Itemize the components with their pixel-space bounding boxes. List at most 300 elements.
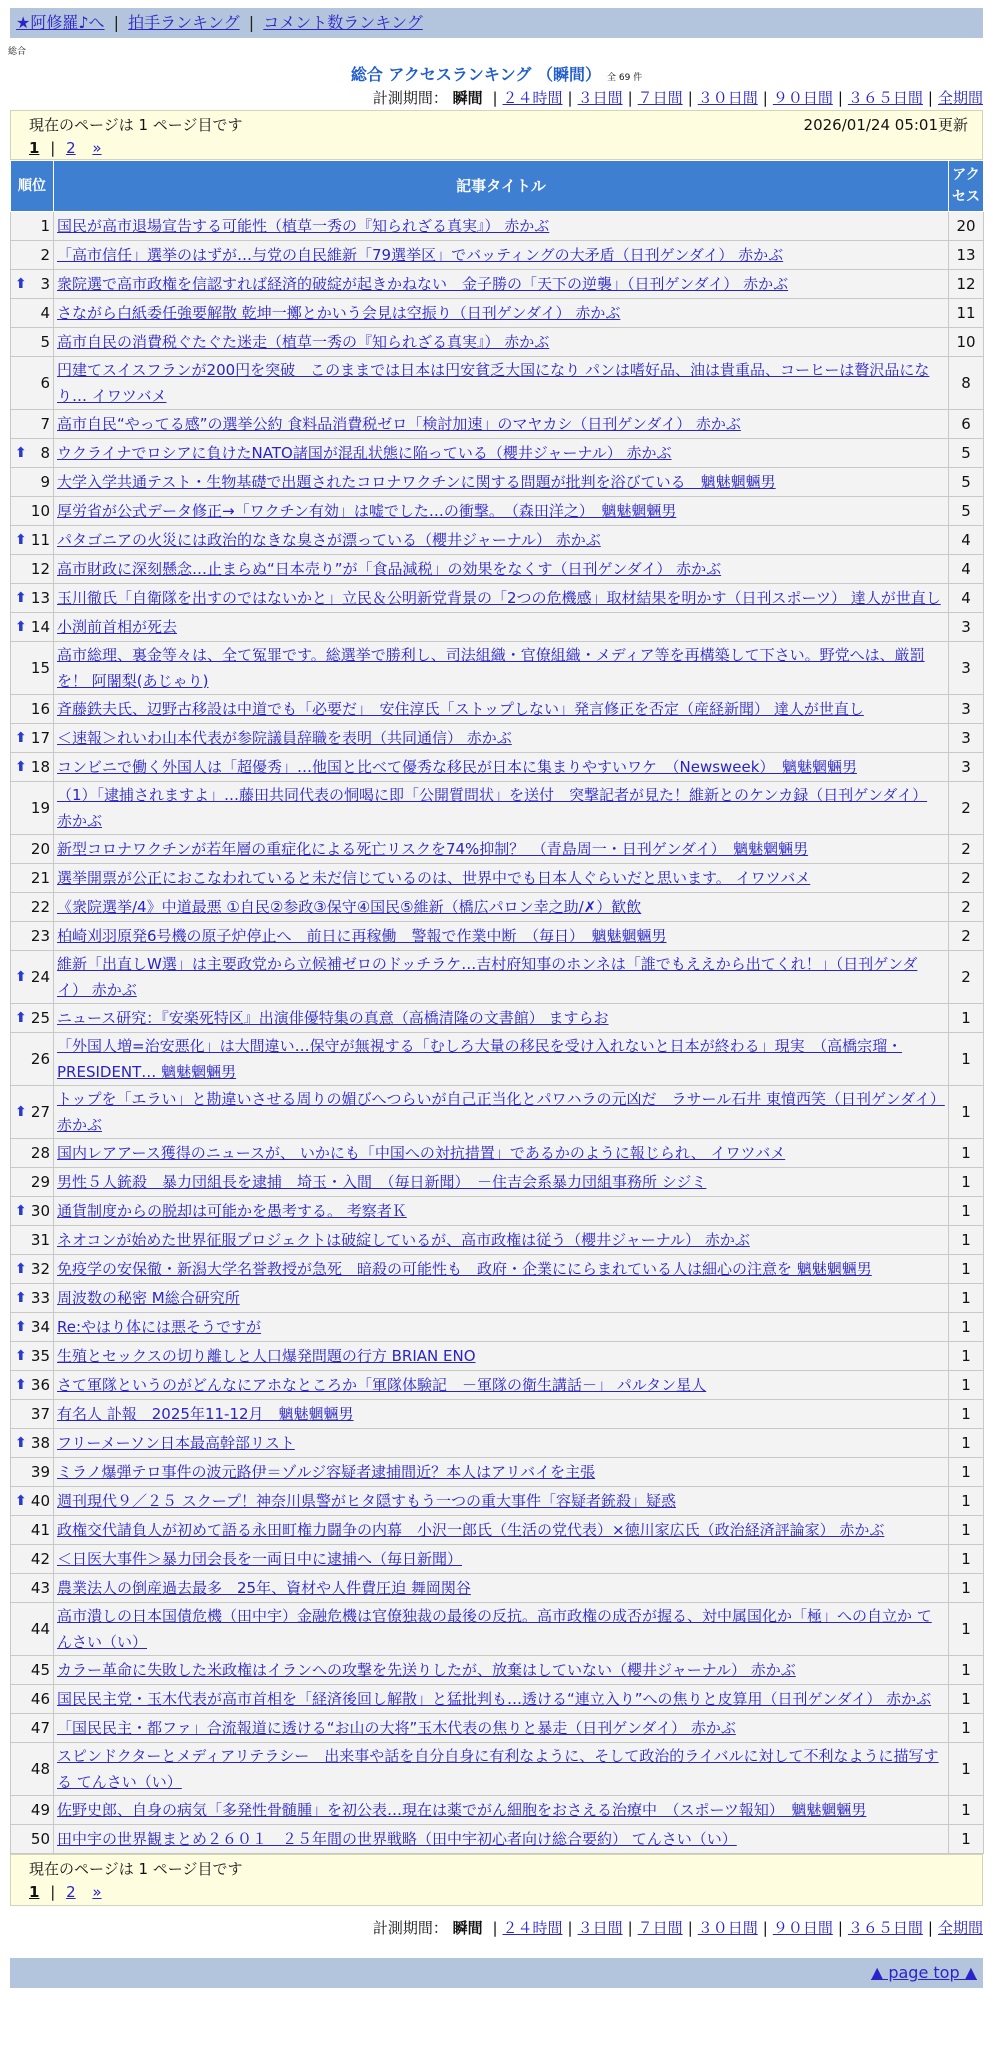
access-count: 4 (949, 526, 984, 555)
article-title-link[interactable]: 「外国人増=治安悪化」は大間違い…保守が無視する「むしろ大量の移民を受け入れないと日本が終わる」現実 （高橋宗瑠・PRESIDENT… 魑魅魍魎男 (57, 1037, 903, 1081)
title-cell (54, 1429, 949, 1458)
access-count: 1 (949, 1743, 984, 1796)
title-cell (54, 642, 949, 695)
period-selector-bottom (0, 1916, 983, 1940)
table-row (11, 270, 984, 299)
title-cell (54, 1168, 949, 1197)
period-separator: | (837, 1919, 843, 1937)
rank-number: 24 (30, 968, 50, 986)
article-title-link[interactable]: パタゴニアの火災には政治的なきな臭さが漂っている（櫻井ジャーナル） 赤かぶ (57, 531, 601, 549)
access-count: 13 (949, 241, 984, 270)
access-count: 6 (949, 410, 984, 439)
rank-number: 5 (40, 333, 50, 351)
article-title-link[interactable]: 斉藤鉄夫氏、辺野古移設は中道でも「必要だ」 安住淳氏「ストップしない」発言修正を否定（産経新聞） 達人が世直し (57, 700, 864, 718)
access-count: 1 (949, 1545, 984, 1574)
article-title-link[interactable]: ウクライナでロシアに負けたNATO諸国が混乱状態に陥っている（櫻井ジャーナル） 赤かぶ (57, 444, 672, 462)
footer-bar (10, 1958, 983, 1988)
rank-cell (11, 1342, 54, 1371)
rank-cell (11, 1255, 54, 1284)
rank-number: 34 (30, 1318, 50, 1336)
article-title-link[interactable]: ＜速報＞れいわ山本代表が参院議員辞職を表明（共同通信） 赤かぶ (57, 729, 512, 747)
rank-up-arrow-icon: ⬆ (15, 1104, 27, 1120)
access-count: 3 (949, 695, 984, 724)
access-count: 1 (949, 1004, 984, 1033)
rank-cell (11, 1086, 54, 1139)
article-title-link[interactable]: 国民が高市退場宣告する可能性（植草一秀の『知られざる真実』） 赤かぶ (57, 217, 550, 235)
article-title-link[interactable]: Re:やはり体には悪そうですが (57, 1318, 262, 1336)
pagination-separator: | (50, 1883, 56, 1901)
article-title-link[interactable]: 「高市信任」選挙のはずが…与党の自民維新「79選挙区」でバッティングの大矛盾（日刊ゲンダイ） 赤かぶ (57, 246, 784, 264)
period-link[interactable]: ２４時間 (502, 89, 563, 107)
access-count: 1 (949, 1429, 984, 1458)
table-row (11, 526, 984, 555)
access-count: 3 (949, 613, 984, 642)
rank-cell (11, 212, 54, 241)
rank-number: 22 (30, 898, 50, 916)
current-page-number: 1 (29, 139, 40, 157)
pagination (29, 136, 968, 160)
rank-number: 19 (30, 799, 50, 817)
table-header-row (11, 161, 984, 212)
comment-ranking-link[interactable]: コメント数ランキング (263, 13, 423, 32)
title-cell (54, 1313, 949, 1342)
title-cell (54, 357, 949, 410)
article-title-link[interactable]: コンビニで働く外国人は「超優秀」…他国と比べて優秀な移民が日本に集まりやすいワケ （Newsweek） 魑魅魍魎男 (57, 758, 857, 776)
rank-number: 40 (30, 1492, 50, 1510)
table-row (11, 1516, 984, 1545)
table-row (11, 951, 984, 1004)
access-header: アクセス (949, 161, 984, 212)
rank-number: 3 (40, 275, 50, 293)
period-separator: | (762, 89, 768, 107)
table-row (11, 1168, 984, 1197)
title-cell (54, 1371, 949, 1400)
article-title-link[interactable]: 選挙開票が公正におこなわれていると未だ信じているのは、世界中でも日本人ぐらいだと思います。 イワツバメ (57, 869, 811, 887)
access-count: 1 (949, 1086, 984, 1139)
rank-up-arrow-icon: ⬆ (15, 532, 27, 548)
access-count: 8 (949, 357, 984, 410)
table-row (11, 1545, 984, 1574)
table-row (11, 613, 984, 642)
rank-number: 18 (30, 758, 50, 776)
rank-number: 27 (30, 1103, 50, 1121)
access-count: 10 (949, 328, 984, 357)
article-title-link[interactable]: 有名人 訃報 2025年11-12月 魑魅魍魎男 (57, 1405, 354, 1423)
pagination-separator: | (50, 139, 56, 157)
title-cell (54, 951, 949, 1004)
table-row (11, 724, 984, 753)
rank-cell (11, 1004, 54, 1033)
access-count: 1 (949, 1313, 984, 1342)
access-count: 1 (949, 1487, 984, 1516)
article-title-link[interactable]: 玉川徹氏「自衛隊を出すのではないかと」立民＆公明新党背景の「2つの危機感」取材結果を明かす（日刊スポーツ） 達人が世直し (57, 589, 941, 607)
article-title-link[interactable]: フリーメーソン日本最高幹部リスト (57, 1434, 295, 1452)
article-title-link[interactable]: 高市自民の消費税ぐたぐた迷走（植草一秀の『知られざる真実』） 赤かぶ (57, 333, 550, 351)
table-row (11, 642, 984, 695)
rank-cell (11, 1487, 54, 1516)
nav-separator: | (248, 13, 255, 32)
period-link[interactable]: ３日間 (577, 1919, 623, 1937)
rank-up-arrow-icon: ⬆ (15, 969, 27, 985)
article-title-link[interactable]: ミラノ爆弾テロ事件の波元路伊＝ゾルジ容疑者逮捕間近？本人はアリバイを主張 (57, 1463, 596, 1481)
article-title-link[interactable]: 国内レアアース獲得のニュースが、 いかにも「中国への対抗措置」であるかのように報じられ、 イワツバメ (57, 1144, 786, 1162)
article-title-link[interactable]: 高市自民“やってる感”の選挙公約 食料品消費税ゼロ「検討加速」のマヤカシ（日刊ゲンダイ） 赤かぶ (57, 415, 741, 433)
period-separator: | (927, 89, 933, 107)
rank-up-arrow-icon: ⬆ (15, 730, 27, 746)
next-page-link[interactable]: » (92, 1883, 102, 1901)
rank-up-arrow-icon: ⬆ (15, 759, 27, 775)
period-link[interactable]: 全期間 (937, 89, 983, 107)
period-separator: | (687, 89, 693, 107)
table-row (11, 864, 984, 893)
table-row (11, 1487, 984, 1516)
access-count: 1 (949, 1458, 984, 1487)
rank-cell (11, 357, 54, 410)
article-title-link[interactable]: スピンドクターとメディアリテラシー 出来事や話を自分自身に有利なように、そして政治的ライバルに対して不利なように描写する てんさい（い） (57, 1747, 939, 1791)
rank-cell (11, 1545, 54, 1574)
article-title-link[interactable]: 「国民民主・都ファ」合流報道に透ける“お山の大将”玉木代表の焦りと暴走（日刊ゲンダイ） 赤かぶ (57, 1719, 736, 1737)
rank-up-arrow-icon: ⬆ (15, 1435, 27, 1451)
article-title-link[interactable]: カラー革命に失敗した米政権はイランへの攻撃を先送りしたが、放棄はしていない（櫻井ジャーナル） 赤かぶ (57, 1661, 796, 1679)
rank-up-arrow-icon: ⬆ (15, 1290, 27, 1306)
article-title-link[interactable]: 通貨制度からの脱却は可能かを愚考する。 考察者Ｋ (57, 1202, 407, 1220)
article-title-link[interactable]: （1）「逮捕されますよ」…藤田共同代表の恫喝に即「公開質問状」を送付 突撃記者が見た！維新とのケンカ録（日刊ゲンダイ） 赤かぶ (57, 786, 928, 830)
access-count: 1 (949, 1168, 984, 1197)
rank-number: 25 (30, 1009, 50, 1027)
access-count: 1 (949, 1714, 984, 1743)
table-row (11, 893, 984, 922)
period-link[interactable]: ９０日間 (772, 89, 833, 107)
rank-number: 9 (40, 473, 50, 491)
table-row (11, 1685, 984, 1714)
rank-cell (11, 613, 54, 642)
period-link[interactable]: ７日間 (637, 89, 683, 107)
period-separator: | (492, 89, 498, 107)
title-header: 記事タイトル (54, 161, 949, 212)
page-2-link[interactable]: 2 (66, 1883, 76, 1901)
table-row (11, 1825, 984, 1854)
rank-number: 45 (30, 1661, 50, 1679)
rank-cell (11, 1603, 54, 1656)
rank-number: 7 (40, 415, 50, 433)
rank-cell (11, 584, 54, 613)
rank-number: 36 (30, 1376, 50, 1394)
article-title-link[interactable]: 小渕前首相が死去 (57, 618, 178, 636)
page-info-bottom (10, 1854, 983, 1906)
table-row (11, 1400, 984, 1429)
period-selector (0, 86, 983, 110)
title-cell (54, 1226, 949, 1255)
article-title-link[interactable]: 高市財政に深刻懸念…止まらぬ“日本売り”が「食品減税」の効果をなくす（日刊ゲンダイ） 赤かぶ (57, 560, 722, 578)
rank-number: 33 (30, 1289, 50, 1307)
rank-up-arrow-icon: ⬆ (15, 1261, 27, 1277)
access-count: 3 (949, 753, 984, 782)
rank-cell (11, 922, 54, 951)
period-link[interactable]: ３６５日間 (847, 89, 923, 107)
table-row (11, 1714, 984, 1743)
rank-number: 17 (30, 729, 50, 747)
current-page-number: 1 (29, 1883, 40, 1901)
total-count: 全 69 件 (607, 73, 643, 83)
period-link[interactable]: ３日間 (577, 89, 623, 107)
rank-cell (11, 1516, 54, 1545)
rank-cell (11, 695, 54, 724)
article-title-link[interactable]: 高市潰しの日本国債危機（田中宇）金融危機は官僚独裁の最後の反抗。高市政権の成否が握る、対中属国化か「極」への自立か てんさい（い） (57, 1607, 932, 1651)
rank-number: 31 (30, 1231, 50, 1249)
current-page-text: 現在のページは 1 ページ目です (29, 116, 243, 134)
title-cell (54, 724, 949, 753)
rank-up-arrow-icon: ⬆ (15, 1319, 27, 1335)
article-title-link[interactable]: ニュース研究：『安楽死特区』出演俳優特集の真意（高橋清隆の文書館） ますらお (57, 1009, 609, 1027)
rank-number: 37 (30, 1405, 50, 1423)
article-title-link[interactable]: 農業法人の倒産過去最多 25年、資材や人件費圧迫 舞岡関谷 (57, 1579, 471, 1597)
period-separator: | (927, 1919, 933, 1937)
article-title-link[interactable]: 《衆院選挙/4》中道最悪 ①自民②参政③保守④国民⑤維新（橋広パロン幸之助/✗）歓飲 (57, 898, 642, 916)
table-row (11, 439, 984, 468)
rank-number: 28 (30, 1144, 50, 1162)
rank-up-arrow-icon: ⬆ (15, 1203, 27, 1219)
period-separator: | (492, 1919, 498, 1937)
rank-up-arrow-icon: ⬆ (15, 445, 27, 461)
access-count: 1 (949, 1656, 984, 1685)
rank-cell (11, 1400, 54, 1429)
article-title-link[interactable]: 生殖とセックスの切り離しと人口爆発問題の行方 BRIAN ENO (57, 1347, 476, 1365)
period-separator: | (687, 1919, 693, 1937)
rank-up-arrow-icon: ⬆ (15, 1348, 27, 1364)
rank-number: 21 (30, 869, 50, 887)
title-cell (54, 1743, 949, 1796)
rank-number: 29 (30, 1173, 50, 1191)
title-cell (54, 526, 949, 555)
article-title-link[interactable]: 田中宇の世界観まとめ２６０１ ２５年間の世界戦略（田中宇初心者向け総合要約） てんさい（い） (57, 1830, 737, 1848)
table-row (11, 1656, 984, 1685)
rank-number: 23 (30, 927, 50, 945)
rank-up-arrow-icon: ⬆ (15, 590, 27, 606)
title-cell (54, 270, 949, 299)
period-separator: | (567, 89, 573, 107)
article-title-link[interactable]: 男性５人銃殺 暴力団組長を逮捕 埼玉・入間 （毎日新聞） －住吉会系暴力団組事務所 シジミ (57, 1173, 707, 1191)
title-cell (54, 864, 949, 893)
page-top-link[interactable]: ▲ page top ▲ (870, 1963, 977, 1982)
title-cell (54, 439, 949, 468)
table-row (11, 1371, 984, 1400)
rank-cell (11, 410, 54, 439)
access-count: 1 (949, 1284, 984, 1313)
rank-number: 14 (30, 618, 50, 636)
rank-number: 20 (30, 840, 50, 858)
period-link[interactable]: ９０日間 (772, 1919, 833, 1937)
access-count: 1 (949, 1371, 984, 1400)
title-cell (54, 1284, 949, 1313)
article-title-link[interactable]: 柏崎刈羽原発6号機の原子炉停止へ 前日に再稼働 警報で作業中断 （毎日） 魑魅魍魎男 (57, 927, 667, 945)
access-count: 3 (949, 724, 984, 753)
title-cell (54, 695, 949, 724)
rank-up-arrow-icon: ⬆ (15, 1010, 27, 1026)
article-title-link[interactable]: 週刊現代９／２５ スクープ！神奈川県警がヒタ隠すもう一つの重大事件「容疑者銃殺」疑惑 (57, 1492, 677, 1510)
period-link[interactable]: ７日間 (637, 1919, 683, 1937)
table-row (11, 1796, 984, 1825)
title-cell (54, 835, 949, 864)
rank-number: 2 (40, 246, 50, 264)
article-title-link[interactable]: ＜日医大事件＞暴力団会長を一両日中に逮捕へ（毎日新聞） (57, 1550, 463, 1568)
rank-number: 44 (30, 1620, 50, 1638)
access-count: 1 (949, 1796, 984, 1825)
rank-number: 16 (30, 700, 50, 718)
rank-cell (11, 1825, 54, 1854)
access-count: 1 (949, 1342, 984, 1371)
title-cell (54, 241, 949, 270)
title-cell (54, 1086, 949, 1139)
home-link[interactable]: ★阿修羅♪へ (16, 13, 105, 32)
article-title-link[interactable]: 新型コロナワクチンが若年層の重症化による死亡リスクを74%抑制？ （青島周一・日刊ゲンダイ） 魑魅魍魎男 (57, 840, 809, 858)
rank-cell (11, 1284, 54, 1313)
rank-cell (11, 468, 54, 497)
title-cell (54, 753, 949, 782)
table-row (11, 753, 984, 782)
rank-number: 8 (40, 444, 50, 462)
table-row (11, 1574, 984, 1603)
article-title-link[interactable]: 国民民主党・玉木代表が高市首相を「経済後回し解散」と猛批判も…透ける“連立入り”への焦りと皮算用（日刊ゲンダイ） 赤かぶ (57, 1690, 932, 1708)
period-link[interactable]: 全期間 (937, 1919, 983, 1937)
rank-number: 13 (30, 589, 50, 607)
next-page-link[interactable]: » (92, 139, 102, 157)
title-cell (54, 555, 949, 584)
title-cell (54, 1487, 949, 1516)
period-label: 計測期間： (372, 89, 448, 107)
top-nav-bar (10, 8, 983, 38)
rank-cell (11, 299, 54, 328)
pagination-bottom (29, 1879, 968, 1903)
period-separator: | (837, 89, 843, 107)
title-cell (54, 212, 949, 241)
article-title-link[interactable]: 佐野史郎、自身の病気「多発性骨髄腫」を初公表…現在は薬でがん細胞をおさえる治療中 （スポーツ報知） 魑魅魍魎男 (57, 1801, 867, 1819)
title-cell (54, 613, 949, 642)
title-cell (54, 1342, 949, 1371)
article-title-link[interactable]: 円建てスイスフランが200円を突破 このままでは日本は円安貧乏大国になり パンは嗜好品、油は貴重品、コーヒーは贅沢品になり… イワツバメ (57, 361, 930, 405)
title-cell (54, 328, 949, 357)
article-title-link[interactable]: ネオコンが始めた世界征服プロジェクトは破綻しているが、高市政権は従う（櫻井ジャーナル） 赤かぶ (57, 1231, 750, 1249)
access-count: 2 (949, 893, 984, 922)
article-title-link[interactable]: 高市総理、裏金等々は、全て冤罪です。総選挙で勝利し、司法組織・官僚組織・メディア等を再構築して下さい。野党へは、厳罰を！ 阿闍梨(あじゃり) (57, 646, 925, 690)
table-row (11, 1139, 984, 1168)
table-row (11, 1313, 984, 1342)
table-row (11, 1004, 984, 1033)
period-link[interactable]: ２４時間 (502, 1919, 563, 1937)
title-cell (54, 410, 949, 439)
article-title-link[interactable]: トップを「エラい」と勘違いさせる周りの媚びへつらいが自己正当化とパワハラの元凶だ ラサール石井 東憤西笑（日刊ゲンダイ） 赤かぶ (57, 1090, 945, 1134)
rank-cell (11, 1313, 54, 1342)
article-title-link[interactable]: 免疫学の安保徹・新潟大学名誉教授が急死 暗殺の可能性も 政府・企業ににらまれている人は細心の注意を 魑魅魍魎男 (57, 1260, 872, 1278)
title-cell (54, 1458, 949, 1487)
access-count: 1 (949, 1603, 984, 1656)
rank-cell (11, 1429, 54, 1458)
ranking-heading (0, 64, 993, 86)
rank-cell (11, 1714, 54, 1743)
rank-up-arrow-icon: ⬆ (15, 1493, 27, 1509)
table-row (11, 835, 984, 864)
rank-number: 46 (30, 1690, 50, 1708)
rank-cell (11, 526, 54, 555)
access-count: 1 (949, 1574, 984, 1603)
table-row (11, 555, 984, 584)
table-row (11, 695, 984, 724)
rank-number: 41 (30, 1521, 50, 1539)
page-2-link[interactable]: 2 (66, 139, 76, 157)
table-row (11, 584, 984, 613)
rank-cell (11, 1458, 54, 1487)
rank-cell (11, 1743, 54, 1796)
access-count: 2 (949, 864, 984, 893)
title-cell (54, 782, 949, 835)
article-title-link[interactable]: 大学入学共通テスト・生物基礎で出題されたコロナワクチンに関する問題が批判を浴びている 魑魅魍魎男 (57, 473, 776, 491)
rank-cell (11, 270, 54, 299)
rank-number: 1 (40, 217, 50, 235)
table-row (11, 1458, 984, 1487)
table-row (11, 782, 984, 835)
title-cell (54, 1685, 949, 1714)
title-cell (54, 468, 949, 497)
title-cell (54, 1656, 949, 1685)
article-title-link[interactable]: 政権交代請負人が初めて語る永田町権力闘争の内幕 小沢一郎氏（生活の党代表）×徳川家広氏（政治経済評論家） 赤かぶ (57, 1521, 885, 1539)
title-cell (54, 1033, 949, 1086)
period-link[interactable]: ３０日間 (697, 1919, 758, 1937)
rank-number: 26 (30, 1050, 50, 1068)
rank-cell (11, 951, 54, 1004)
rank-number: 12 (30, 560, 50, 578)
rank-cell (11, 1796, 54, 1825)
article-title-link[interactable]: 周波数の秘密 M総合研究所 (57, 1289, 240, 1307)
period-link[interactable]: ３６５日間 (847, 1919, 923, 1937)
access-count: 1 (949, 1255, 984, 1284)
nav-separator: | (113, 13, 120, 32)
page-title: 総合 アクセスランキング （瞬間） (350, 65, 601, 84)
article-title-link[interactable]: 厚労省が公式データ修正→「ワクチン有効」は嘘でした…の衝撃。 （森田洋之） 魑魅魍魎男 (57, 502, 677, 520)
applause-ranking-link[interactable]: 拍手ランキング (128, 13, 240, 32)
rank-number: 42 (30, 1550, 50, 1568)
article-title-link[interactable]: 維新「出直しW選」は主要政党から立候補ゼロのドッチラケ…吉村府知事のホンネは「誰でもええから出てくれ！」（日刊ゲンダイ） 赤かぶ (57, 955, 918, 999)
table-row (11, 922, 984, 951)
title-cell (54, 1796, 949, 1825)
rank-number: 48 (30, 1760, 50, 1778)
current-page-text-bottom: 現在のページは 1 ページ目です (29, 1860, 243, 1878)
period-separator: | (762, 1919, 768, 1937)
rank-cell (11, 241, 54, 270)
table-row (11, 497, 984, 526)
article-title-link[interactable]: 衆院選で高市政権を信認すれば経済的破綻が起きかねない 金子勝の「天下の逆襲」（日刊ゲンダイ） 赤かぶ (57, 275, 789, 293)
rank-cell (11, 1197, 54, 1226)
access-count: 1 (949, 1685, 984, 1714)
table-row (11, 410, 984, 439)
title-cell (54, 1004, 949, 1033)
rank-cell (11, 782, 54, 835)
article-title-link[interactable]: さながら白紙委任強要解散 乾坤一擲とかいう会見は空振り（日刊ゲンダイ） 赤かぶ (57, 304, 621, 322)
title-cell (54, 1255, 949, 1284)
rank-cell (11, 864, 54, 893)
title-cell (54, 1825, 949, 1854)
rank-number: 35 (30, 1347, 50, 1365)
article-title-link[interactable]: さて軍隊というのがどんなにアホなところか「軍隊体験記 －軍隊の衛生講話－」 パルタン星人 (57, 1376, 707, 1394)
rank-cell (11, 1656, 54, 1685)
rank-cell (11, 724, 54, 753)
access-count: 3 (949, 642, 984, 695)
rank-header: 順位 (11, 161, 54, 212)
rank-cell (11, 497, 54, 526)
table-row (11, 328, 984, 357)
rank-number: 49 (30, 1801, 50, 1819)
rank-cell (11, 1371, 54, 1400)
rank-number: 4 (40, 304, 50, 322)
period-link[interactable]: ３０日間 (697, 89, 758, 107)
